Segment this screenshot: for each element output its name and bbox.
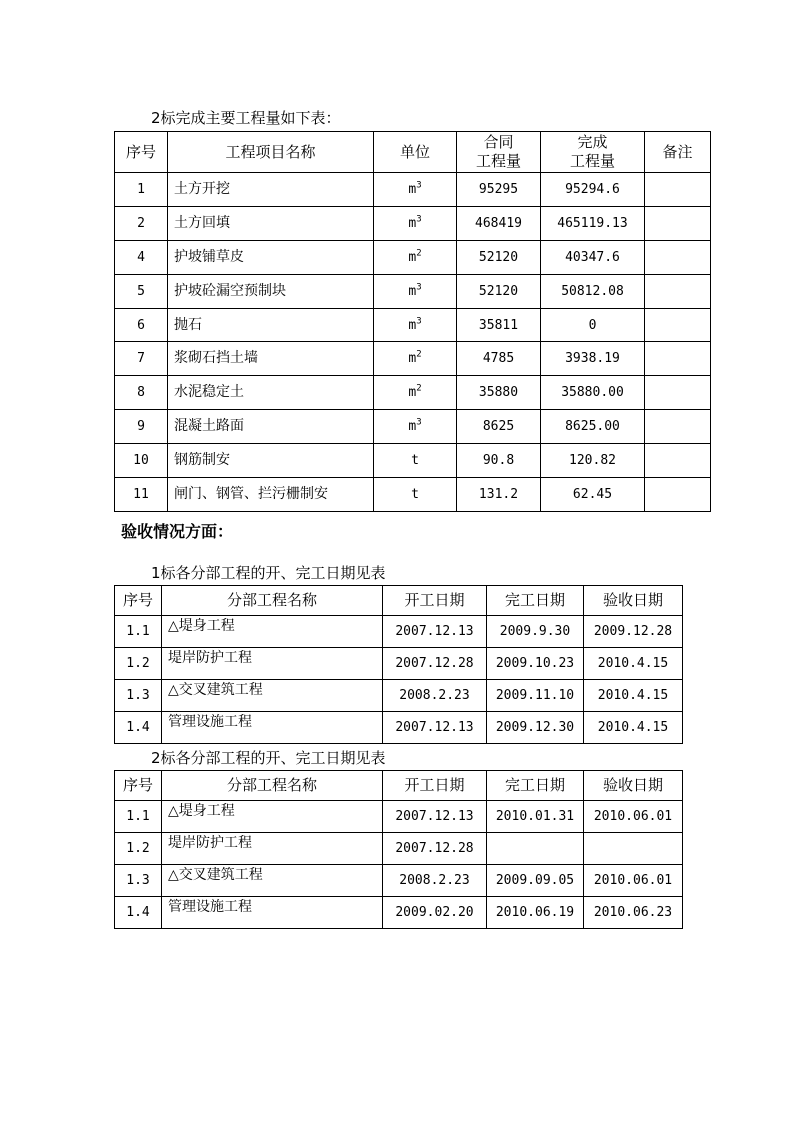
unit-base: t	[411, 453, 419, 469]
unit-base: m	[408, 419, 417, 435]
unit-exponent: 3	[416, 282, 422, 293]
row-unit	[374, 410, 457, 444]
row-acceptance-date: 2010.06.23	[584, 897, 683, 929]
row-contract-quantity: 8625	[457, 410, 541, 444]
row-item-name: 土方开挖	[168, 173, 374, 207]
header-completed-quantity	[541, 132, 645, 173]
row-start-date: 2007.12.13	[383, 801, 487, 833]
row-seq: 11	[115, 478, 168, 512]
table-row	[115, 444, 711, 478]
row-finish-date: 2009.12.30	[487, 712, 584, 744]
row-item-name: 钢筋制安	[168, 444, 374, 478]
row-start-date: 2007.12.13	[383, 712, 487, 744]
row-item-name: 浆砌石挡土墙	[168, 342, 374, 376]
row-contract-quantity: 52120	[457, 240, 541, 274]
header-sub-project-name: 分部工程名称	[162, 771, 383, 801]
row-start-date: 2007.12.28	[383, 833, 487, 865]
row-contract-quantity: 35880	[457, 376, 541, 410]
row-completed-quantity: 0	[541, 308, 645, 342]
row-remark	[645, 240, 711, 274]
row-acceptance-date: 2010.06.01	[584, 801, 683, 833]
row-contract-quantity: 52120	[457, 274, 541, 308]
header-sub-project-name: 分部工程名称	[162, 586, 383, 616]
row-seq: 1.3	[115, 680, 162, 712]
table-row	[115, 801, 683, 833]
row-remark	[645, 342, 711, 376]
header-remark: 备注	[645, 132, 711, 173]
row-start-date: 2007.12.28	[383, 648, 487, 680]
row-seq: 10	[115, 444, 168, 478]
table-row	[115, 206, 711, 240]
row-contract-quantity: 35811	[457, 308, 541, 342]
bid2-dates-table	[114, 770, 683, 929]
row-unit	[374, 444, 457, 478]
unit-base: m	[408, 283, 417, 299]
row-completed-quantity: 8625.00	[541, 410, 645, 444]
table-row	[115, 648, 683, 680]
unit-base: m	[408, 385, 417, 401]
row-seq: 1	[115, 173, 168, 207]
table-row	[115, 680, 683, 712]
unit-exponent: 3	[416, 417, 422, 428]
unit-exponent: 3	[416, 316, 422, 327]
row-seq: 1.4	[115, 712, 162, 744]
row-unit	[374, 342, 457, 376]
row-seq: 1.1	[115, 801, 162, 833]
table-row	[115, 833, 683, 865]
row-seq: 5	[115, 274, 168, 308]
header-seq: 序号	[115, 771, 162, 801]
row-finish-date: 2009.9.30	[487, 616, 584, 648]
row-seq: 1.3	[115, 865, 162, 897]
row-contract-quantity: 4785	[457, 342, 541, 376]
unit-exponent: 2	[416, 350, 422, 361]
row-finish-date: 2010.06.19	[487, 897, 584, 929]
table-row	[115, 240, 711, 274]
row-seq: 1.1	[115, 616, 162, 648]
header-completed-line2: 工程量	[569, 152, 615, 170]
unit-base: m	[408, 215, 417, 231]
row-remark	[645, 478, 711, 512]
unit-exponent: 3	[416, 180, 422, 191]
row-contract-quantity: 95295	[457, 173, 541, 207]
unit-base: m	[408, 249, 417, 265]
table-row	[115, 173, 711, 207]
header-contract-quantity	[457, 132, 541, 173]
row-acceptance-date	[584, 833, 683, 865]
row-remark	[645, 206, 711, 240]
unit-base: m	[408, 351, 417, 367]
table-row	[115, 712, 683, 744]
row-item-name: 水泥稳定土	[168, 376, 374, 410]
row-remark	[645, 410, 711, 444]
row-start-date: 2007.12.13	[383, 616, 487, 648]
row-remark	[645, 274, 711, 308]
row-sub-project-name: △交叉建筑工程	[162, 680, 383, 712]
table-row	[115, 308, 711, 342]
bid2-table-caption: 2标各分部工程的开、完工日期见表	[151, 749, 386, 767]
row-sub-project-name: △堤身工程	[162, 616, 383, 648]
row-unit	[374, 173, 457, 207]
table-row	[115, 897, 683, 929]
row-acceptance-date: 2010.4.15	[584, 712, 683, 744]
header-seq: 序号	[115, 132, 168, 173]
row-seq: 1.4	[115, 897, 162, 929]
row-unit	[374, 240, 457, 274]
row-completed-quantity: 465119.13	[541, 206, 645, 240]
header-completed-line1: 完成	[577, 133, 608, 151]
unit-exponent: 2	[416, 248, 422, 259]
row-unit	[374, 376, 457, 410]
row-start-date: 2009.02.20	[383, 897, 487, 929]
row-finish-date: 2009.09.05	[487, 865, 584, 897]
row-item-name: 闸门、钢管、拦污栅制安	[168, 478, 374, 512]
header-acceptance-date: 验收日期	[584, 771, 683, 801]
row-seq: 9	[115, 410, 168, 444]
table-row	[115, 616, 683, 648]
row-seq: 4	[115, 240, 168, 274]
row-item-name: 混凝土路面	[168, 410, 374, 444]
row-item-name: 护坡砼漏空预制块	[168, 274, 374, 308]
row-seq: 2	[115, 206, 168, 240]
row-acceptance-date: 2010.06.01	[584, 865, 683, 897]
row-finish-date: 2010.01.31	[487, 801, 584, 833]
table-row	[115, 376, 711, 410]
row-contract-quantity: 90.8	[457, 444, 541, 478]
header-start-date: 开工日期	[383, 771, 487, 801]
row-unit	[374, 478, 457, 512]
row-completed-quantity: 3938.19	[541, 342, 645, 376]
row-seq: 1.2	[115, 833, 162, 865]
header-finish-date: 完工日期	[487, 586, 584, 616]
quantity-table	[114, 131, 711, 512]
unit-exponent: 2	[416, 383, 422, 394]
table-row	[115, 274, 711, 308]
row-acceptance-date: 2009.12.28	[584, 616, 683, 648]
row-contract-quantity: 468419	[457, 206, 541, 240]
table-row	[115, 865, 683, 897]
row-sub-project-name: 堤岸防护工程	[162, 833, 383, 865]
row-unit	[374, 308, 457, 342]
row-remark	[645, 308, 711, 342]
header-item-name: 工程项目名称	[168, 132, 374, 173]
row-seq: 8	[115, 376, 168, 410]
bid1-dates-table	[114, 585, 683, 744]
row-remark	[645, 173, 711, 207]
row-acceptance-date: 2010.4.15	[584, 680, 683, 712]
unit-exponent: 3	[416, 214, 422, 225]
header-unit: 单位	[374, 132, 457, 173]
row-completed-quantity: 40347.6	[541, 240, 645, 274]
row-item-name: 护坡铺草皮	[168, 240, 374, 274]
table-row	[115, 342, 711, 376]
header-contract-line1: 合同	[483, 133, 514, 151]
header-seq: 序号	[115, 586, 162, 616]
row-finish-date	[487, 833, 584, 865]
acceptance-heading: 验收情况方面：	[121, 522, 234, 541]
header-finish-date: 完工日期	[487, 771, 584, 801]
row-unit	[374, 206, 457, 240]
table-row	[115, 478, 711, 512]
row-start-date: 2008.2.23	[383, 680, 487, 712]
row-completed-quantity: 120.82	[541, 444, 645, 478]
row-seq: 1.2	[115, 648, 162, 680]
row-completed-quantity: 95294.6	[541, 173, 645, 207]
row-item-name: 抛石	[168, 308, 374, 342]
row-completed-quantity: 50812.08	[541, 274, 645, 308]
row-item-name: 土方回填	[168, 206, 374, 240]
row-seq: 7	[115, 342, 168, 376]
unit-base: m	[408, 181, 417, 197]
header-start-date: 开工日期	[383, 586, 487, 616]
row-sub-project-name: 管理设施工程	[162, 712, 383, 744]
row-start-date: 2008.2.23	[383, 865, 487, 897]
row-acceptance-date: 2010.4.15	[584, 648, 683, 680]
row-sub-project-name: 管理设施工程	[162, 897, 383, 929]
row-finish-date: 2009.10.23	[487, 648, 584, 680]
row-sub-project-name: △交叉建筑工程	[162, 865, 383, 897]
row-completed-quantity: 35880.00	[541, 376, 645, 410]
bid2-table-header	[115, 771, 683, 801]
row-remark	[645, 376, 711, 410]
quantity-table-caption: 2标完成主要工程量如下表：	[151, 109, 341, 127]
row-contract-quantity: 131.2	[457, 478, 541, 512]
row-seq: 6	[115, 308, 168, 342]
bid1-table-header	[115, 586, 683, 616]
row-finish-date: 2009.11.10	[487, 680, 584, 712]
bid1-table-caption: 1标各分部工程的开、完工日期见表	[151, 564, 386, 582]
row-unit	[374, 274, 457, 308]
row-completed-quantity: 62.45	[541, 478, 645, 512]
row-sub-project-name: 堤岸防护工程	[162, 648, 383, 680]
header-contract-line2: 工程量	[475, 152, 521, 170]
row-remark	[645, 444, 711, 478]
header-acceptance-date: 验收日期	[584, 586, 683, 616]
quantity-table-header	[115, 132, 711, 173]
unit-base: t	[411, 486, 419, 502]
unit-base: m	[408, 317, 417, 333]
table-row	[115, 410, 711, 444]
row-sub-project-name: △堤身工程	[162, 801, 383, 833]
